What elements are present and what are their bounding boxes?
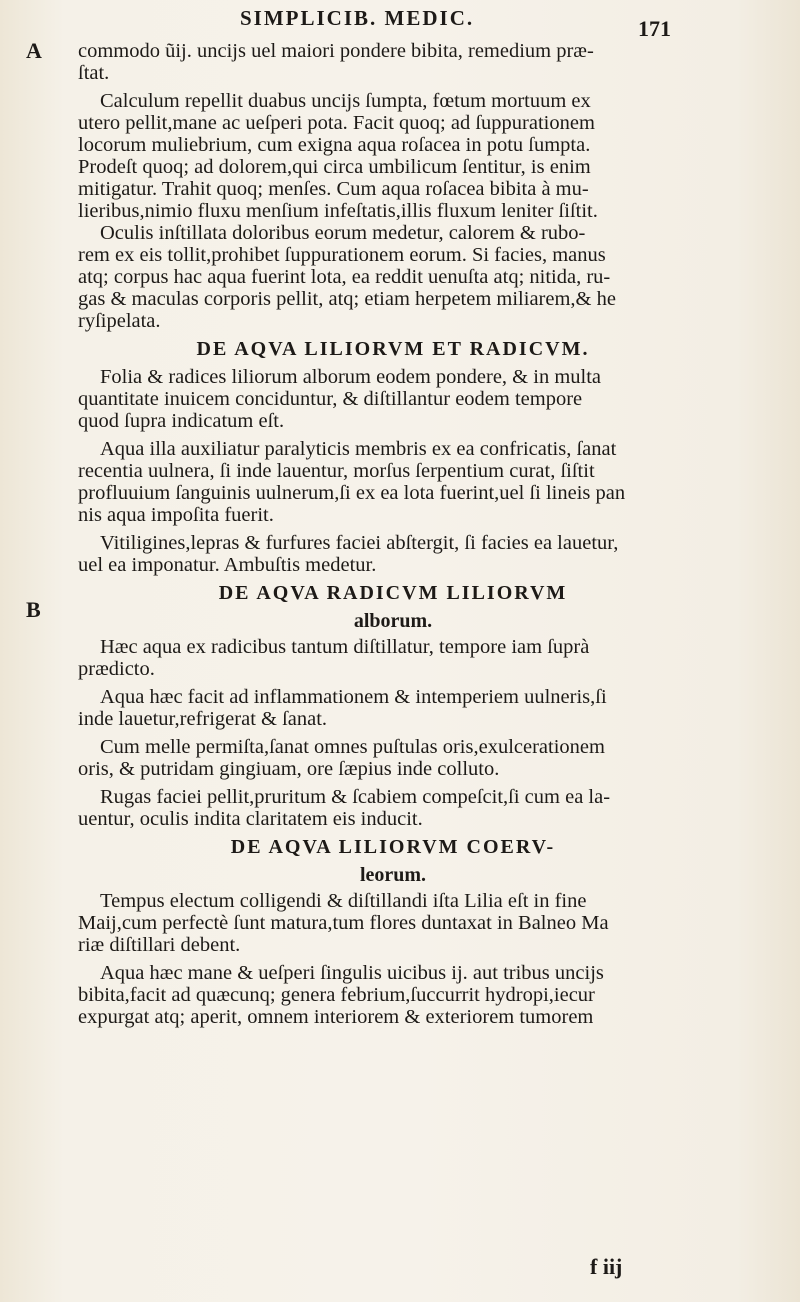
text-line: oris, & putridam gingiuam, ore ſæpius inde colluto.: [78, 758, 500, 780]
text-line: Aqua hæc mane & ueſperi ſingulis uicibus ij. aut tribus uncijs: [100, 962, 604, 984]
text-line: uentur, oculis indita claritatem eis inducit.: [78, 808, 423, 830]
text-line: Hæc aqua ex radicibus tantum diſtillatur, tempore iam ſuprà: [100, 636, 590, 658]
text-line: ſtat.: [78, 62, 110, 84]
text-line: prædicto.: [78, 658, 155, 680]
section-heading: DE AQVA LILIORVM ET RADICVM.: [196, 338, 590, 360]
text-line: uel ea imponatur. Ambuſtis medetur.: [78, 554, 377, 576]
text-line: commodo ũij. uncijs uel maiori pondere bibita, remedium præ-: [78, 40, 594, 62]
signature-mark: f iij: [590, 1254, 623, 1279]
text-line: mitigatur. Trahit quoq; menſes. Cum aqua roſacea bibita à mu-: [78, 178, 589, 200]
text-line: lieribus,nimio fluxu menſium infeſtatis,illis fluxum leniter ſiſtit.: [78, 200, 598, 222]
text-line: ryſipelata.: [78, 310, 161, 332]
margin-letter-b: B: [26, 597, 41, 622]
text-line: quantitate inuicem conciduntur, & diſtillantur eodem tempore: [78, 388, 583, 410]
text-line: Aqua hæc facit ad inflammationem & intemperiem uulneris,ſi: [100, 686, 607, 708]
text-line: inde lauetur,refrigerat & ſanat.: [78, 708, 328, 730]
page-number: 171: [638, 16, 671, 41]
text-line: rem ex eis tollit,prohibet ſuppurationem eorum. Si facies, manus: [78, 244, 606, 266]
text-line: expurgat atq; aperit, omnem interiorem & exteriorem tumorem: [78, 1006, 594, 1028]
text-line: Maij,cum perfectè ſunt matura,tum flores duntaxat in Balneo Ma: [78, 912, 609, 934]
text-line: Oculis inſtillata doloribus eorum medetur, calorem & rubo-: [100, 222, 586, 244]
body-text: [78, 40, 708, 1028]
text-line: recentia uulnera, ſi inde lauentur, morſus ſerpentium curat, ſiſtit: [78, 460, 595, 482]
section-heading-sub: alborum.: [353, 610, 433, 632]
margin-letter-a: A: [26, 38, 42, 63]
text-line: Calculum repellit duabus uncijs ſumpta, fœtum mortuum ex: [100, 90, 591, 112]
text-line: bibita,facit ad quæcunq; genera febrium,ſuccurrit hydropi,iecur: [78, 984, 595, 1006]
text-line: profluuium ſanguinis uulnerum,ſi ex ea lota fuerint,uel ſi lineis pan: [78, 482, 626, 504]
section-heading: DE AQVA RADICVM LILIORVM: [218, 582, 568, 604]
text-line: Vitiligines,lepras & furfures faciei abſtergit, ſi facies ea lauetur,: [100, 532, 619, 554]
text-line: nis aqua impoſita fuerit.: [78, 504, 274, 526]
text-line: gas & maculas corporis pellit, atq; etiam herpetem miliarem,& he: [78, 288, 616, 310]
text-line: Folia & radices liliorum alborum eodem pondere, & in multa: [100, 366, 601, 388]
text-line: locorum muliebrium, cum exigna aqua roſacea in potu ſumpta.: [78, 134, 591, 156]
text-line: riæ diſtillari debent.: [78, 934, 241, 956]
text-line: Tempus electum colligendi & diſtillandi iſta Lilia eſt in fine: [100, 890, 587, 912]
text-line: utero pellit,mane ac ueſperi pota. Facit quoq; ad ſuppurationem: [78, 112, 595, 134]
text-line: Prodeſt quoq; ad dolorem,qui circa umbilicum ſentitur, is enim: [78, 156, 591, 178]
text-line: quod ſupra indicatum eſt.: [78, 410, 285, 432]
running-title: SIMPLICIB. MEDIC.: [240, 6, 475, 30]
text-line: atq; corpus hac aqua fuerint lota, ea reddit uenuſta atq; nitida, ru-: [78, 266, 611, 288]
section-heading: DE AQVA LILIORVM COERV-: [230, 836, 556, 858]
text-line: Aqua illa auxiliatur paralyticis membris ex ea confricatis, ſanat: [100, 438, 617, 460]
section-heading-sub: leorum.: [359, 864, 427, 886]
text-line: Cum melle permiſta,ſanat omnes puſtulas oris,exulcerationem: [100, 736, 605, 758]
text-line: Rugas faciei pellit,pruritum & ſcabiem compeſcit,ſi cum ea la-: [100, 786, 611, 808]
